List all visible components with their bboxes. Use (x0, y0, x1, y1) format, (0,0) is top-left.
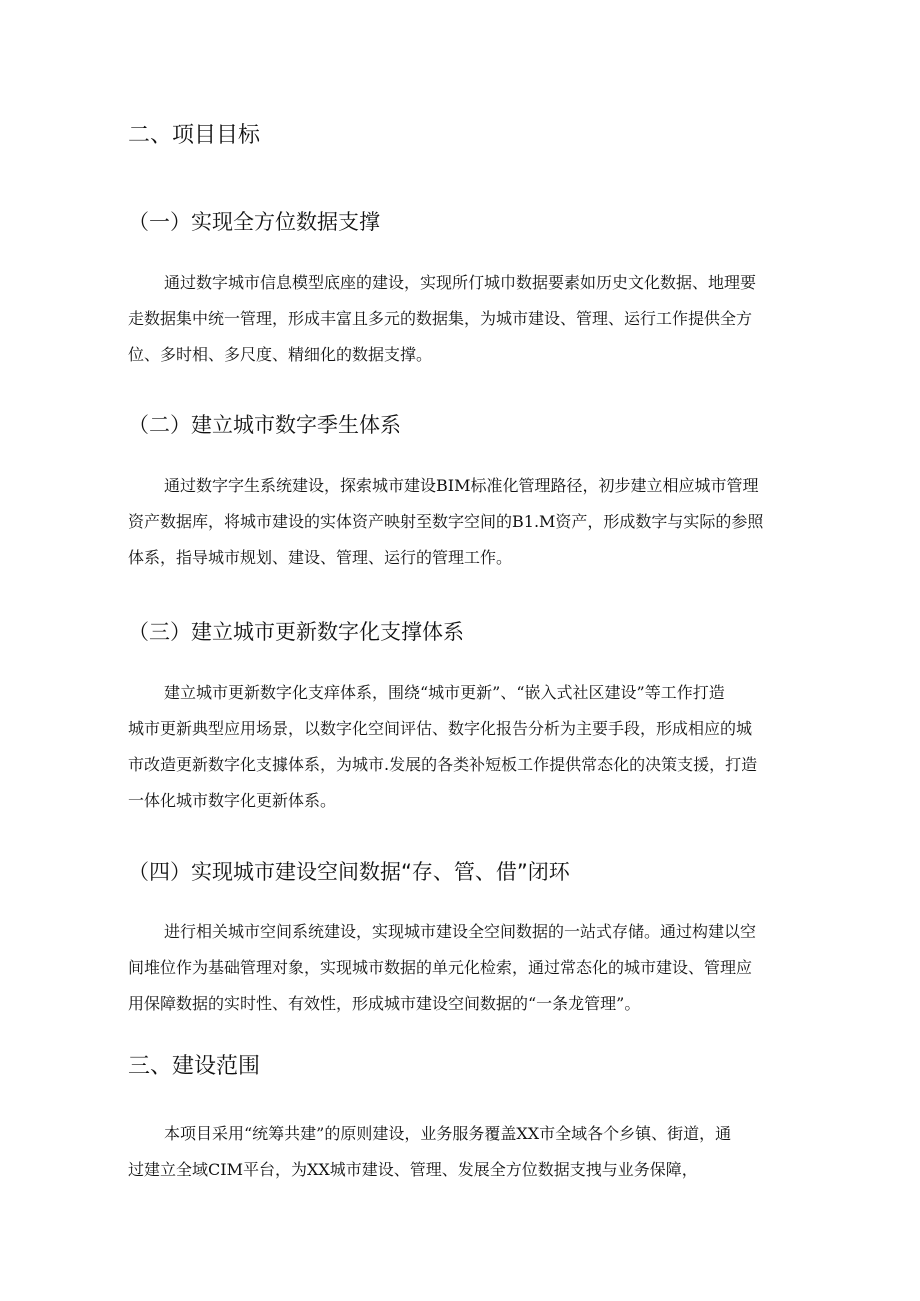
paragraph-line: 通过数字字生系统建设，探索城市建设BIM标准化管理路径，初步建立相应城市管理 (164, 476, 759, 495)
paragraph-line: 建立城市更新数字化支痒体系，围绕“城市更新”、“嵌入式社区建设”等工作打造 (164, 683, 725, 702)
paragraph-3 (128, 675, 792, 819)
section-heading-project-goals: 二、项目目标 (128, 123, 261, 148)
paragraph-line: 城市更新典型应用场景，以数字化空间评估、数字化报告分析为主要手段，形成相应的城 (128, 719, 753, 738)
subsection-heading-1: （一）实现全方位数据支撑 (128, 210, 380, 234)
paragraph-line: 本项目采用“统筹共建”的原则建设，业务服务覆盖XX市全域各个乡镇、街道，通 (164, 1124, 732, 1143)
paragraph-line: 资产数据库，将城市建设的实体资产映射至数字空间的B1.M资产，形成数字与实际的参照 (128, 512, 764, 531)
paragraph-line: 间堆位作为基础管理对象，实现城市数据的单元化检索，通过常态化的城市建设、管理应 (128, 958, 753, 977)
subsection-heading-3: （三）建立城市更新数字化支撑体系 (128, 620, 464, 644)
paragraph-line: 走数据集中统一管理，形成丰富且多元的数据集，为城市建设、管理、运行工作提供全方 (128, 309, 753, 328)
paragraph-line: 市改造更新数字化支據体系，为城市.发展的各类补短板工作提供常态化的决策支援，打造 (128, 755, 758, 774)
paragraph-line: 通过数字城市信息模型底座的建设，实现所仃城巾数据要素如历史文化数据、地理要 (164, 273, 757, 292)
paragraph-1 (128, 265, 792, 373)
section-heading-construction-scope: 三、建设范围 (128, 1054, 261, 1079)
paragraph-line: 用保障数据的实时性、有效性，形成城市建设空间数据的“一条龙管理”。 (128, 994, 641, 1013)
subsection-heading-4: （四）实现城市建设空间数据“存、管、借”闭环 (128, 860, 570, 884)
paragraph-line: 位、多时相、多尺度、精细化的数据支撑。 (128, 345, 433, 364)
paragraph-line: 体系，指导城市规划、建设、管理、运行的管理工作。 (128, 548, 513, 567)
paragraph-line: 进行相关城市空间系统建设，实现城市建设全空间数据的一站式存储。通过构建以空 (164, 922, 757, 941)
paragraph-4 (128, 914, 792, 1022)
paragraph-2 (128, 468, 792, 576)
paragraph-line: 一体化城市数字化更新体系。 (128, 791, 337, 810)
paragraph-line: 过建立全域CIM平台，为XX城市建设、管理、发展全方位数据支拽与业务保障， (128, 1160, 698, 1179)
subsection-heading-2: （二）建立城市数字季生体系 (128, 413, 401, 437)
paragraph-5 (128, 1116, 792, 1188)
